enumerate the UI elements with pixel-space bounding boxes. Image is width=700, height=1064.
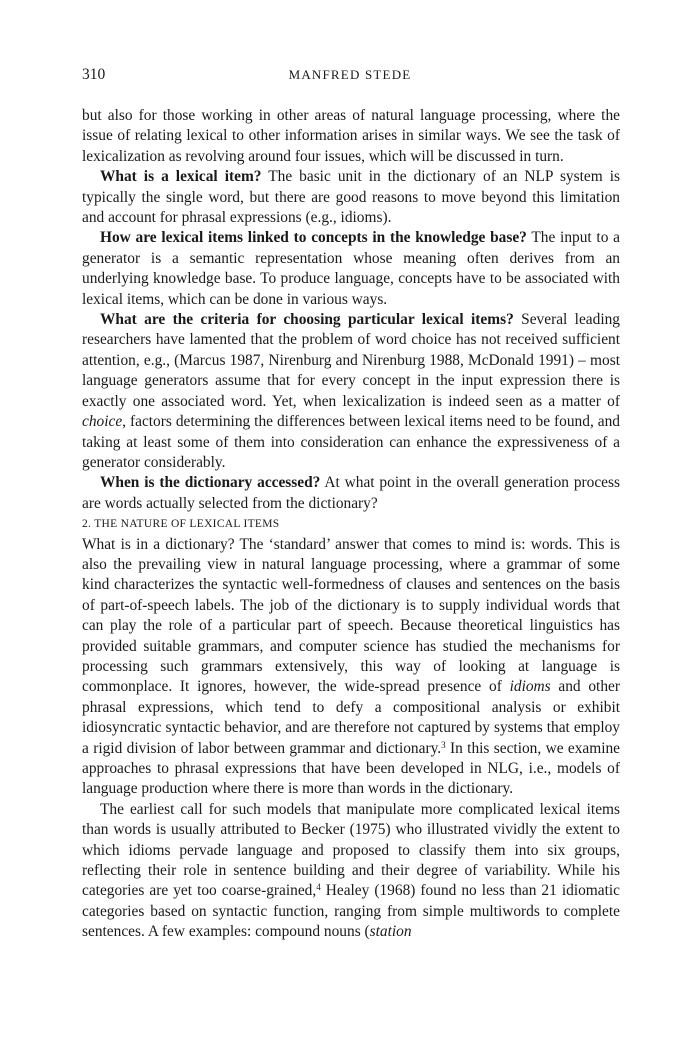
question-answer: Several leading researchers have lamented that the problem of word choice has not received sufficient attention, e.g., (Marcus 1987, Nirenburg and Nirenburg 1988, McDonald 1991) – most language generators assume that for every concept in the input expression there is exactly one associated word. Yet, when lexicalization is indeed seen as a matter of <box>82 311 620 410</box>
question-answer: The basic unit in the dictionary of an NLP system is typically the single word, but there are good reasons to move beyond this limitation and account for phrasal expressions (e.g., idioms). <box>82 168 620 227</box>
paragraph-text: In this section, we examine approaches to phrasal expressions that have been developed in NLG, i.e., models of language production where there is more than words in the dictionary. <box>82 739 621 798</box>
question-heading: What is a lexical item? <box>100 168 262 186</box>
footnote-marker[interactable]: 4 <box>316 882 321 893</box>
page-header <box>82 66 618 88</box>
body-text <box>82 106 620 943</box>
paragraph-text: What is in a dictionary? The ‘standard’ answer that comes to mind is: words. This is also the prevailing view in natural language processing, where a grammar of some kind characterizes the syntactic well-formedness of clauses and sentences on the basis of part-of-speech labels. The job of the dictionary is to supply individual words that can play the role of a particular part of speech. Because theoretical linguistics has provided suitable grammars, and computer science has studied the mechanisms for processing such grammars extensively, this way of looking at language is commonplace. It ignores, however, the wide-spread presence of <box>82 535 620 696</box>
section-paragraph <box>82 800 620 943</box>
question-paragraph <box>82 310 620 473</box>
emphasis: idioms <box>509 678 551 696</box>
page-number: 310 <box>82 66 106 83</box>
question-paragraph <box>82 167 620 228</box>
question-answer-cont: , factors determining the differences between lexical items need to be found, and taking at least some of them into consideration can enhance the expressiveness of a generator considerably. <box>82 413 620 471</box>
running-head: MANFRED STEDE <box>288 67 412 82</box>
paragraph-text: and other phrasal expressions, which tend to defy a compositional analysis or exhibit idiosyncratic syntactic behavior, and are therefore not captured by systems that employ a rigid division of labor between grammar and dictionary. <box>82 678 620 757</box>
question-answer: The input to a generator is a semantic representation whose meaning often derives from an underlying knowledge base. To produce language, concepts have to be associated with lexical items, which can be done in various ways. <box>82 229 620 308</box>
emphasis: choice <box>82 413 123 431</box>
question-heading: When is the dictionary accessed? <box>100 474 321 492</box>
intro-paragraph: but also for those working in other areas of natural language processing, where the issue of relating lexical to other information arises in similar ways. We see the task of lexicalization as revolving around four issues, which will be discussed in turn. <box>82 107 620 165</box>
question-heading: How are lexical items linked to concepts in the knowledge base? <box>100 229 527 247</box>
question-paragraph <box>82 228 620 310</box>
question-paragraph <box>82 473 620 514</box>
question-answer: At what point in the overall generation process are words actually selected from the dictionary? <box>82 474 620 512</box>
emphasis: station <box>369 923 412 941</box>
section-heading: 2. THE NATURE OF LEXICAL ITEMS <box>82 518 280 531</box>
section-paragraph <box>82 535 620 800</box>
footnote-marker[interactable]: 3 <box>441 739 446 750</box>
paragraph-text: The earliest call for such models that manipulate more complicated lexical items than words is usually attributed to Becker (1975) who illustrated vividly the extent to which idioms pervade language and proposed to classify them into six groups, reflecting their role in sentence building and their degree of variability. While his categories are yet too coarse-grained, <box>82 800 620 900</box>
question-heading: What are the criteria for choosing particular lexical items? <box>100 311 514 329</box>
paragraph-text: Healey (1968) found no less than 21 idiomatic categories based on syntactic function, ranging from simple multiwords to complete sentences. A few examples: compound nouns ( <box>82 882 620 941</box>
